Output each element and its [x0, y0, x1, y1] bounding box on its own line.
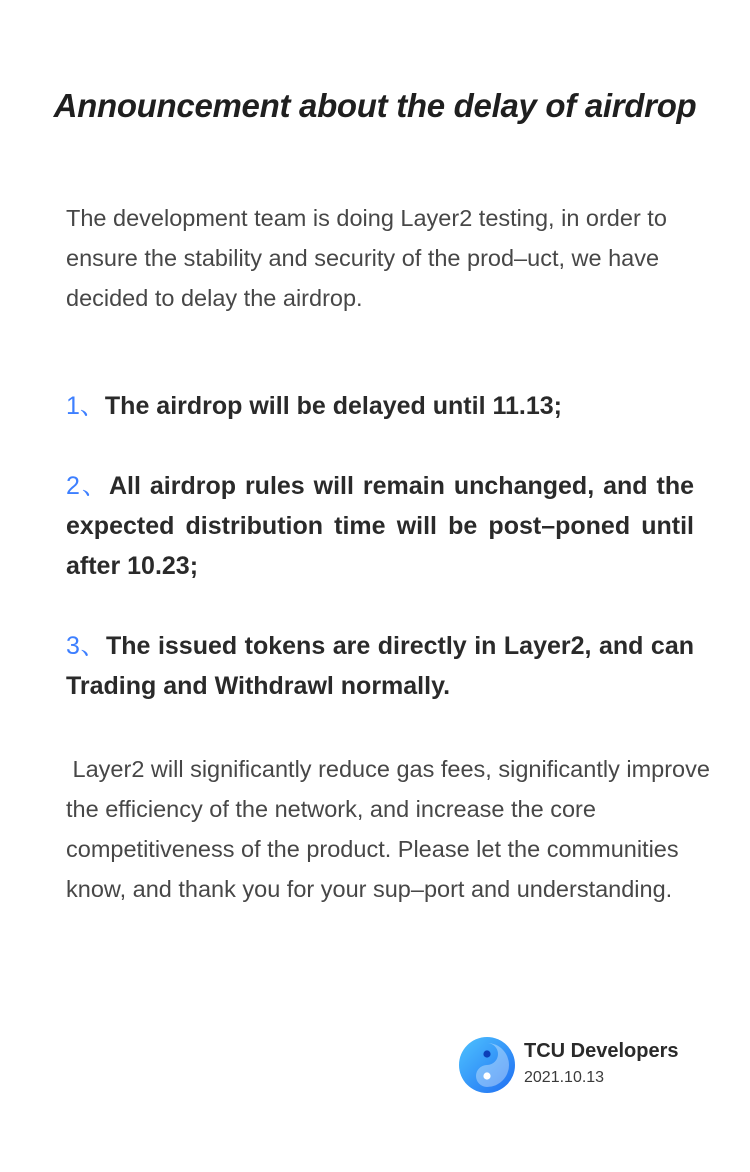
intro-paragraph: The development team is doing Layer2 testing, in order to ensure the stability and security of the prod–uct, we have decided to delay the airdrop. — [66, 205, 667, 311]
yin-yang-logo-icon — [458, 1036, 516, 1094]
point-number: 1、 — [66, 392, 105, 420]
closing-paragraph: Layer2 will significantly reduce gas fees, significantly improve the efficiency of the network, and increase the core competitiveness of the product. Please let the communities know, and thank you for your sup–port and understanding. — [66, 756, 710, 902]
signature-name: TCU Developers — [524, 1040, 679, 1062]
point-number: 3、 — [66, 632, 107, 660]
point-number: 2、 — [66, 472, 109, 500]
point-item-2 — [66, 466, 694, 586]
point-item-3 — [66, 626, 694, 706]
point-text: The issued tokens are directly in Layer2, and can Trading and Withdrawl normally. — [66, 632, 694, 700]
point-text: The airdrop will be delayed until 11.13; — [104, 392, 562, 420]
announcement-title: Announcement about the delay of airdrop — [53, 87, 697, 124]
point-item-1 — [66, 386, 694, 426]
signature-block — [458, 1036, 718, 1094]
signature-date: 2021.10.13 — [524, 1069, 605, 1086]
point-text: All airdrop rules will remain unchanged, and the expected distribution time will be post–poned until after 10.23; — [66, 472, 695, 580]
